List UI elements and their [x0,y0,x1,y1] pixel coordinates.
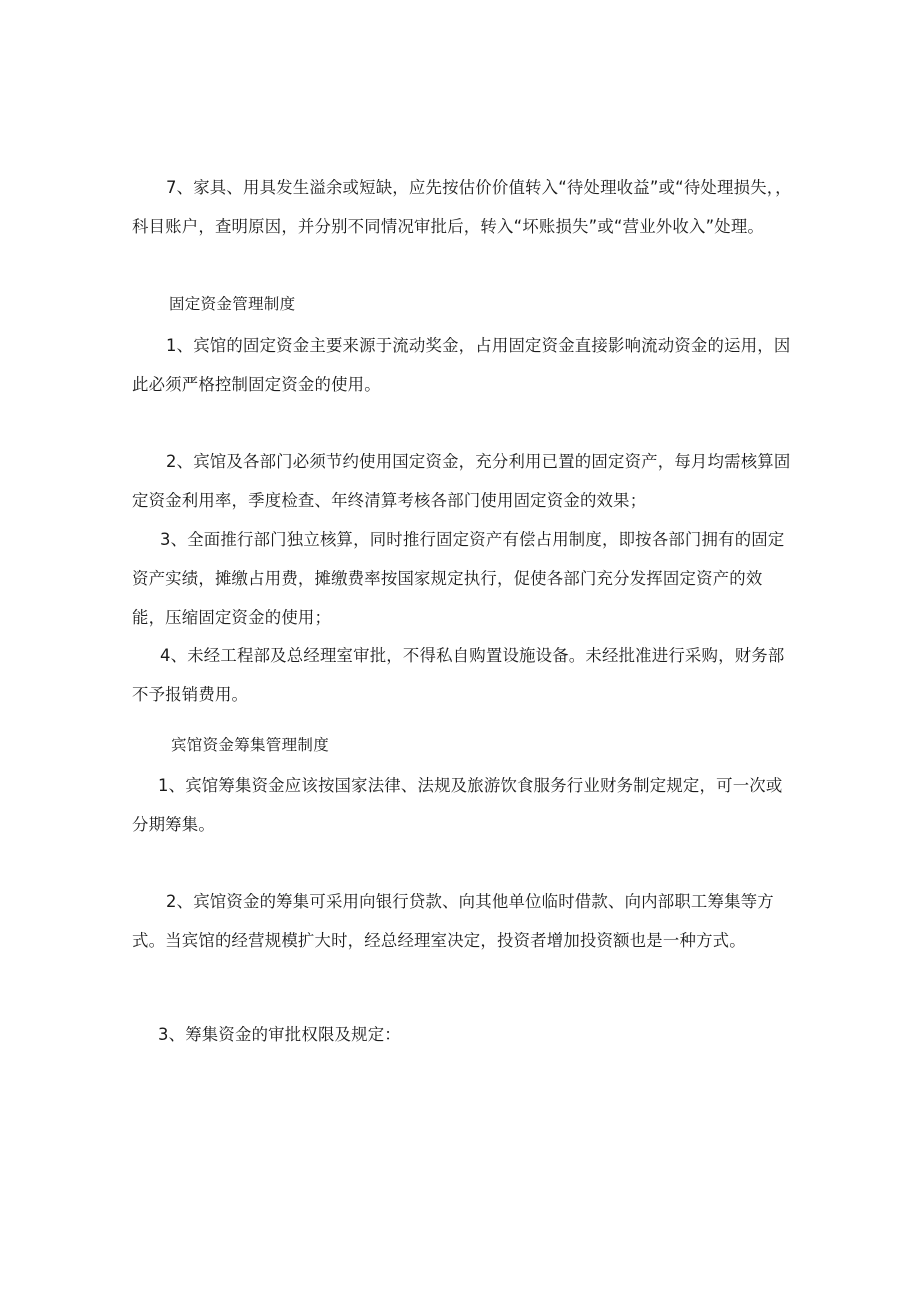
paragraph-fixed-capital-saving: 2、宾馆及各部门必须节约使用国定资金，充分利用已置的固定资产，每月均需核算固定资金利用率，季度检查、年终清算考核各部门使用固定资金的效果； [132,452,791,510]
paragraph-independent-accounting: 3、全面推行部门独立核算，同时推行固定资产有偿占用制度，即按各部门拥有的固定资产实绩，摊缴占用费，摊缴费率按国家规定执行，促使各部门充分发挥固定资产的效能，压缩固定资金的使用； [132,530,785,627]
section-heading-fixed-capital: 固定资金管理制度 [169,295,296,313]
paragraph-approval-authority: 3、筹集资金的审批权限及规定： [158,1025,401,1044]
paragraph-furniture-surplus-shortage: 7、家具、用具发生溢余或短缺，应先按估价价值转入“待处理收益”或“待处理损失，，科目账户，查明原因，并分别不同情况审批后，转入“坏账损失”或“营业外收入”处理。 [132,178,792,236]
section-heading-fund-raising: 宾馆资金筹集管理制度 [171,736,330,754]
paragraph-fixed-capital-source: 1、宾馆的固定资金主要来源于流动奖金，占用固定资金直接影响流动资金的运用，因此必须严格控制固定资金的使用。 [132,336,791,394]
paragraph-fund-raising-methods: 2、宾馆资金的筹集可采用向银行贷款、向其他单位临时借款、向内部职工筹集等方式。当宾馆的经营规模扩大时，经总经理室决定，投资者增加投资额也是一种方式。 [132,892,774,950]
paragraph-fund-raising-law: 1、宾馆筹集资金应该按国家法律、法规及旅游饮食服务行业财务制定规定，可一次或分期筹集。 [132,776,783,834]
paragraph-purchase-approval: 4、未经工程部及总经理室审批，不得私自购置设施设备。未经批准进行采购，财务部不予报销费用。 [132,646,785,704]
